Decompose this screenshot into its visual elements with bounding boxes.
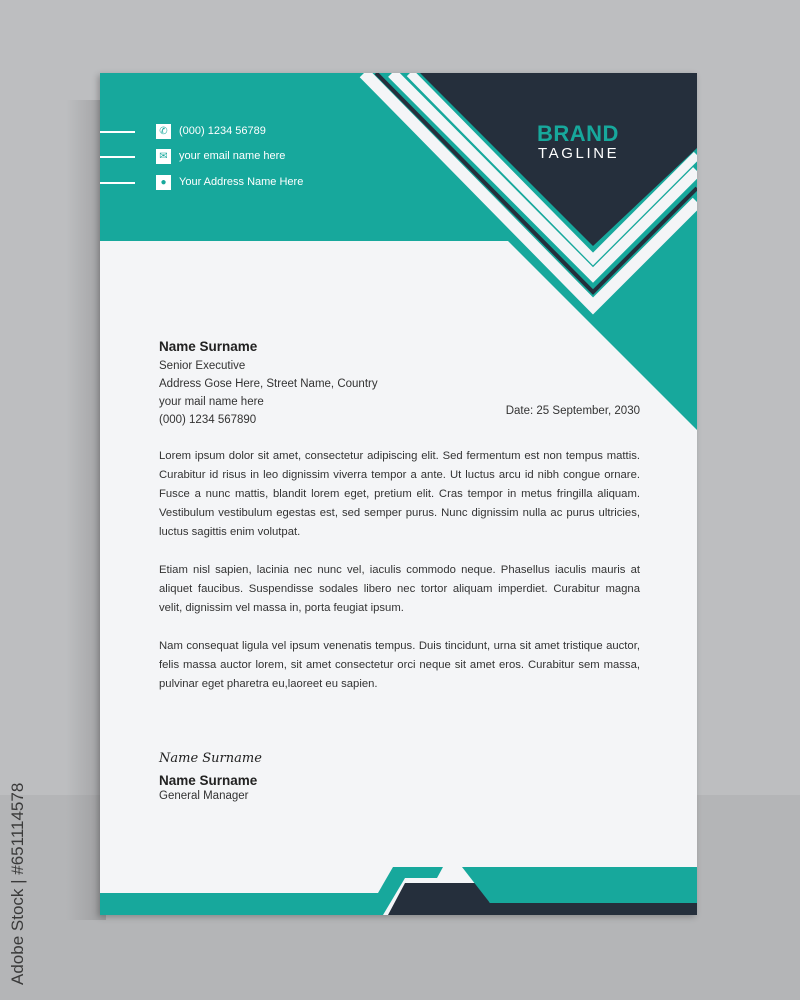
phone-text: (000) 1234 56789 [179, 125, 266, 137]
contact-line-decoration [100, 182, 135, 184]
address-text: Your Address Name Here [179, 176, 304, 188]
email-text: your email name here [179, 150, 286, 162]
recipient-email: your mail name here [159, 396, 264, 408]
recipient-title: Senior Executive [159, 360, 246, 372]
email-icon: ✉ [156, 149, 171, 164]
signer-name: Name Surname [159, 773, 258, 788]
signature: Name Surname [159, 751, 262, 766]
stock-watermark-id: Adobe Stock | #651114578 [8, 782, 27, 985]
body-paragraph: Lorem ipsum dolor sit amet, consectetur adipiscing elit. Sed fermentum est non tempus mattis. Curabitur id risus in leo dignissim viverra tempor a ante. Ut luctus arcu id nibh congue ornare. Fusce a nunc mattis, blandit lorem eget, pretium elit. Cras tempor in metus fringilla aliquam. Vestibulum vestibulum egestas est, sed semper purus. Nunc dignissim nulla ac purus ultricies, luctus sagittis enim volutpat. [159, 450, 640, 538]
body-paragraph: Nam consequat ligula vel ipsum venenatis tempus. Duis tincidunt, urna sit amet tristique auctor, felis massa auctor lorem, sit amet consectetur orci neque sit amet eros. Curabitur sem massa, pulvinar eget pharetra eu,laoreet eu sapien. [159, 640, 640, 690]
brand-name: BRAND [537, 121, 619, 146]
footer-teal-left [100, 867, 443, 915]
recipient-name: Name Surname [159, 339, 258, 354]
contact-line-decoration [100, 131, 135, 133]
signer-title: General Manager [159, 790, 249, 802]
location-icon: ● [156, 175, 171, 190]
brand-tagline: TAGLINE [538, 145, 620, 162]
phone-icon: ✆ [156, 124, 171, 139]
footer-teal-right [462, 867, 697, 903]
recipient-address: Address Gose Here, Street Name, Country [159, 378, 378, 390]
recipient-phone: (000) 1234 567890 [159, 414, 257, 426]
letter-date: Date: 25 September, 2030 [505, 405, 640, 417]
contact-line-decoration [100, 156, 135, 158]
body-paragraph: Etiam nisl sapien, lacinia nec nunc vel, iaculis commodo neque. Phasellus iaculis mauris at aliquet faucibus. Suspendisse sodales libero nec tortor aliquam imperdiet. Curabitur magna velit, dignissim vel massa in, porta feugiat ipsum. [159, 564, 640, 614]
letterhead-paper [100, 73, 697, 915]
